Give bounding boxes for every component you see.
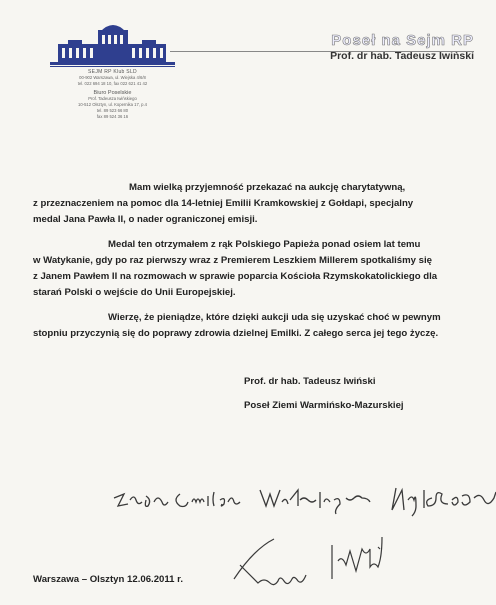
text-line: Mam wielką przyjemność przekazać na aukcję charytatywną,: [129, 182, 406, 193]
sejm-address: 00-902 Warszawa, ul. Wiejska 4/6/8: [79, 75, 146, 80]
text-line: Medal ten otrzymałem z rąk Polskiego Papieża ponad osiem lat temu: [108, 239, 421, 250]
office-title: Biuro Poselskie: [93, 90, 132, 96]
office-name: Prof. Tadeusza Iwińskiego: [88, 96, 137, 101]
sejm-phone: tel. 022 694 18 10, fax 022 621 41 42: [77, 81, 148, 86]
signer-name: Prof. dr hab. Tadeusz Iwiński: [244, 376, 376, 387]
sejm-club-line: SEJM RP Klub SLD: [88, 69, 137, 75]
paragraph-1: [33, 180, 473, 228]
letter-body: [33, 180, 473, 351]
text-line: z Janem Pawłem II na rozmowach w sprawie poparcia Kościoła Rzymskokatolickiego dla: [33, 271, 438, 282]
paragraph-3: [33, 310, 473, 342]
text-line: w Watykanie, gdy po raz pierwszy wraz z Premierem Leszkiem Millerem spotkaliśmy się: [33, 255, 433, 266]
letterhead-title-block: [330, 32, 474, 62]
signature-block: [244, 370, 404, 418]
letterhead-logo-block: [50, 20, 175, 120]
text-line: starań Polski o wejście do Unii Europejskiej.: [33, 287, 236, 298]
text-line: stopniu przyczynią się do poprawy zdrowia dzielnej Emilki. Z całego serca jej tego życzę.: [33, 328, 439, 339]
office-phone: tel. 89 523 66 80: [96, 108, 129, 113]
paragraph-2: [33, 237, 473, 301]
header-divider: [170, 51, 474, 52]
place-and-date: Warszawa – Olsztyn 12.06.2011 r.: [33, 574, 184, 585]
text-line: z przeznaczeniem na pomoc dla 14-letniej Emilii Kramkowskiej z Gołdapi, specjalny: [33, 198, 414, 209]
text-line: Wierzę, że pieniądze, które dzięki aukcji uda się uzyskać choć w pewnym: [108, 312, 441, 323]
signer-role: Poseł Ziemi Warmińsko-Mazurskiej: [244, 400, 404, 411]
sejm-building-logo: [50, 20, 175, 68]
letterhead-title: Poseł na Sejm RP: [331, 32, 474, 49]
letterhead-subtitle: Prof. dr hab. Tadeusz Iwiński: [330, 50, 474, 62]
handwritten-signature: [228, 525, 418, 595]
text-line: medal Jana Pawła II, o nader ograniczonej emisji.: [33, 214, 258, 225]
handwritten-note: [110, 480, 496, 520]
office-fax: fax 89 524 36 16: [96, 114, 129, 119]
office-address: 10-512 Olsztyn, ul. Kopernika 17, p.4: [78, 102, 147, 107]
